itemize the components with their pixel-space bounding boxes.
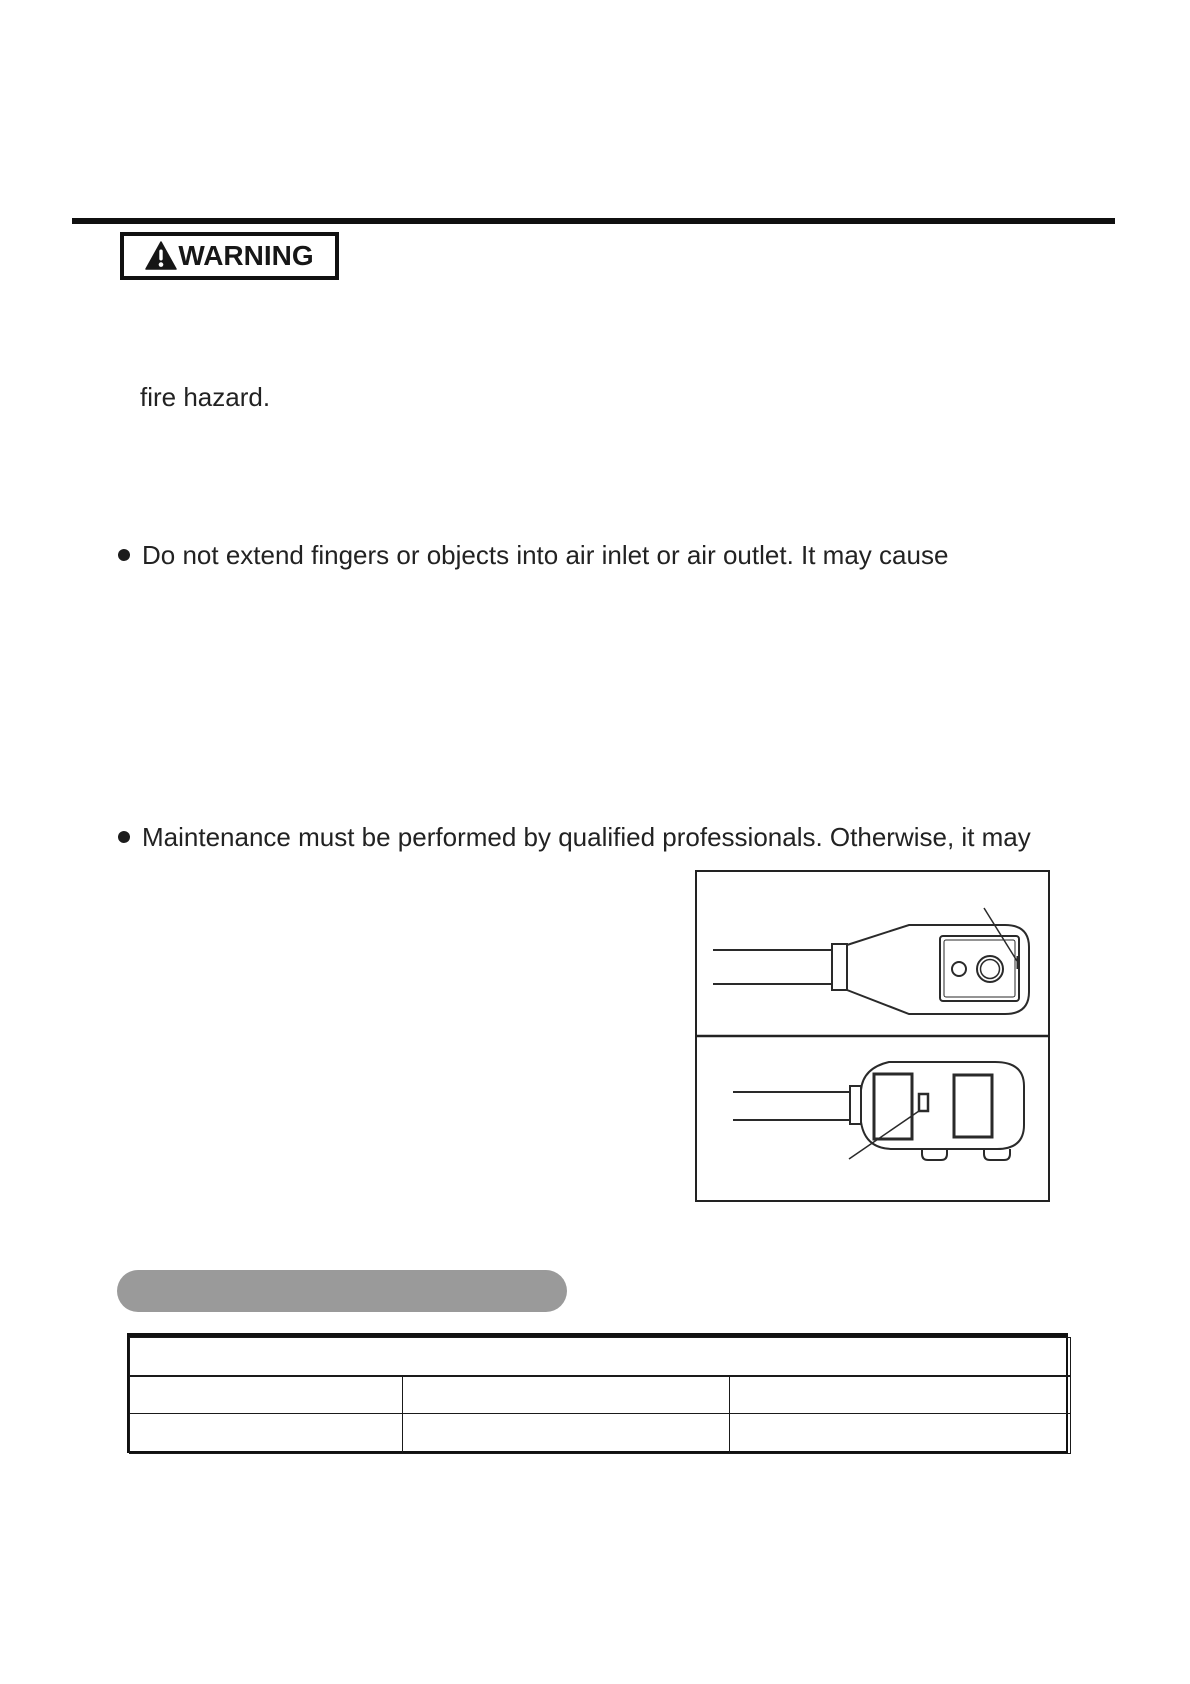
warning-triangle-icon [145, 241, 177, 271]
bullet-text: Maintenance must be performed by qualified professionals. Otherwise, it may [142, 822, 1031, 852]
bullet-icon [118, 831, 130, 843]
plug-figure-box [695, 870, 1050, 1202]
table-cell [730, 1376, 1071, 1414]
top-rule [72, 218, 1115, 224]
section-header-bar [117, 1270, 567, 1312]
table-cell [130, 1414, 403, 1454]
table-row [130, 1376, 1071, 1414]
table-cell [403, 1414, 730, 1454]
table-row [130, 1414, 1071, 1454]
warning-box [120, 232, 339, 280]
text-fire-hazard: fire hazard. [140, 382, 271, 412]
table-cell [730, 1414, 1071, 1454]
spec-table [127, 1333, 1068, 1453]
plug-illustration [697, 872, 1048, 1200]
bullet-item-maintenance [118, 822, 1031, 852]
table-header-row [130, 1338, 1071, 1376]
bullet-item-air-inlet [118, 540, 948, 570]
table-cell [130, 1376, 403, 1414]
bullet-icon [118, 549, 130, 561]
table-cell [403, 1376, 730, 1414]
bullet-text: Do not extend fingers or objects into air inlet or air outlet. It may cause [142, 540, 949, 570]
warning-label: WARNING [178, 240, 314, 271]
table-header-cell [130, 1338, 1071, 1376]
